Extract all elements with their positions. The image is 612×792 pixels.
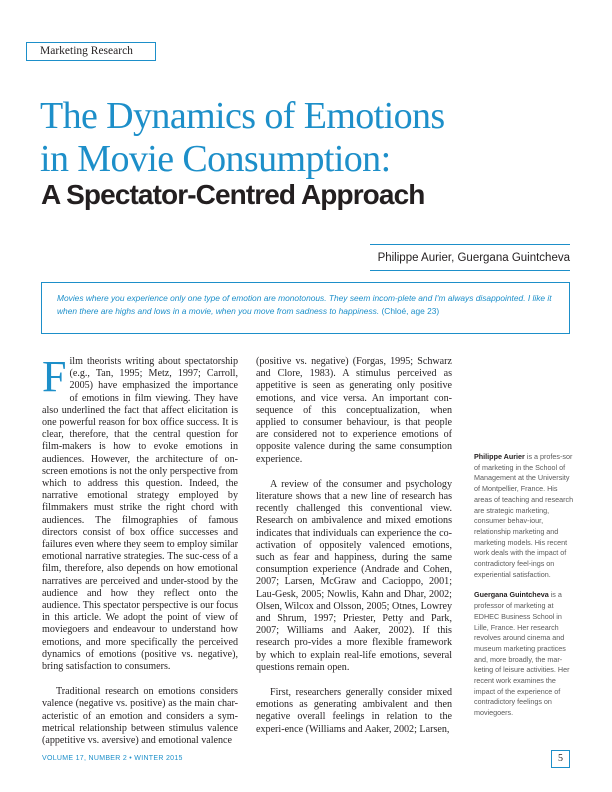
page-number: 5 bbox=[551, 750, 570, 768]
body-column-1 bbox=[42, 352, 238, 760]
author-bio-text: is a professor of marketing at EDHEC Business School in Lille, France. Her research revolves around cinema and museum marketing practices and, more broadly, the mar-keting of leisure activities. Her recent work examines the impact of the experience of contradictory feelings on moviegoers. bbox=[474, 590, 570, 718]
authors: Philippe Aurier, Guergana Guintcheva bbox=[377, 252, 570, 264]
paragraph: A review of the consumer and psychology literature shows that a new line of research has recently challenged this conventional view. Research on ambivalence and mixed emotions indicates that individuals can experience the co-activation of oppositely valenced emotions, such as fear and happiness, during the same consumption experience (Andrade and Cohen, 2007; Larsen, McGraw and Cacioppo, 2001; Lau-Gesk, 2005; Nowlis, Kahn and Dhar, 2002; Olsen, Wilcox and Olsson, 2005; Otnes, Lowrey and Shrum, 1997; Priester, Petty and Park, 2007; Williams and Aaker, 2002). If this research pro-vides a more flexible framework by which to explain real-life emotions, several questions remain open. bbox=[256, 478, 452, 673]
paragraph-text: ilm theorists writing about spectatorship (e.g., Tan, 1995; Metz, 1997; Carroll, 2005) have emphasized the importance of emotions in film viewing. They have also underlined the fact that affect elicitation is one powerful reason for box office success. It is clear, therefore, that the central question for film-makers is how to evoke emotions in audiences. However, the architecture of on-screen emotions is not the only perspective from which to address this question. Indeed, the narrative emotional strategy employed by filmmakers must strike the right chord with audiences. The filmographies of famous directors consist of box office successes and failures even where they seem to employ similar emotional narrative strategies. The suc-cess of a film, therefore, also depends on how emotional narratives are perceived and under-stood by the audience and how they reflect onto the audience. This spectator perspective is our focus in this article. We adopt the point of view of moviegoers and endeavour to understand how emotions, and more specifically the perceived dynamics of emotions (positive vs. negative), bring satisfaction to consumers. bbox=[42, 356, 238, 673]
paragraph: (positive vs. negative) (Forgas, 1995; Schwarz and Clore, 1983). A stimulus perceived as appetitive is seen as generating only positive emotions, and vice versa. An important con-sequence of this conceptualization, when applied to consumer behaviour, is that people are considered not to experience emotions of opposite valence during the same consumption experience. bbox=[256, 356, 452, 465]
paragraph: Traditional research on emotions considers valence (negative vs. positive) as the main char-acteristic of an emotion and considers a sym-metrical relationship between stimulus valence (appetitive vs. aversive) and emotional valence bbox=[42, 686, 238, 747]
authors-rule-top bbox=[370, 244, 570, 245]
author-name: Guergana Guintcheva bbox=[474, 590, 549, 600]
paragraph bbox=[42, 352, 238, 673]
author-name: Philippe Aurier bbox=[474, 452, 525, 461]
author-bio bbox=[474, 590, 574, 718]
body-column-2 bbox=[256, 356, 452, 749]
drop-cap: F bbox=[42, 352, 67, 401]
title-line-2: in Movie Consumption: bbox=[40, 138, 391, 180]
article-subtitle: A Spectator-Centred Approach bbox=[41, 179, 425, 210]
author-bio-text: is a profes-sor of marketing in the School of Management at the University of Montpellier, France. His areas of teaching and research are strategic marketing, consumer behav-iour, relationship marketing and marketing models. His recent work deals with the impact of contradictory feel-ings on experiential satisfaction. bbox=[474, 452, 574, 579]
author-bio bbox=[474, 452, 574, 580]
quote-text: Movies where you experience only one type of emotion are monotonous. They seem incom-plete and I'm always disappointed. I like it when there are highs and lows in a movie, when you move from sadness to happiness. bbox=[57, 293, 552, 316]
quote-attribution: (Chloé, age 23) bbox=[381, 306, 440, 316]
section-tag: Marketing Research bbox=[26, 42, 156, 61]
paragraph: First, researchers generally consider mixed emotions as generating ambivalent and then negative overall feelings in relation to the experi-ence (Williams and Aaker, 2002; Larsen, bbox=[256, 687, 452, 735]
issue-footer: VOLUME 17, NUMBER 2 • WINTER 2015 bbox=[42, 755, 183, 762]
title-line-1: The Dynamics of Emotions bbox=[40, 95, 445, 137]
authors-rule-bottom bbox=[370, 270, 570, 271]
epigraph-quote bbox=[41, 282, 570, 334]
article-title bbox=[40, 95, 445, 181]
author-bios bbox=[474, 452, 574, 729]
